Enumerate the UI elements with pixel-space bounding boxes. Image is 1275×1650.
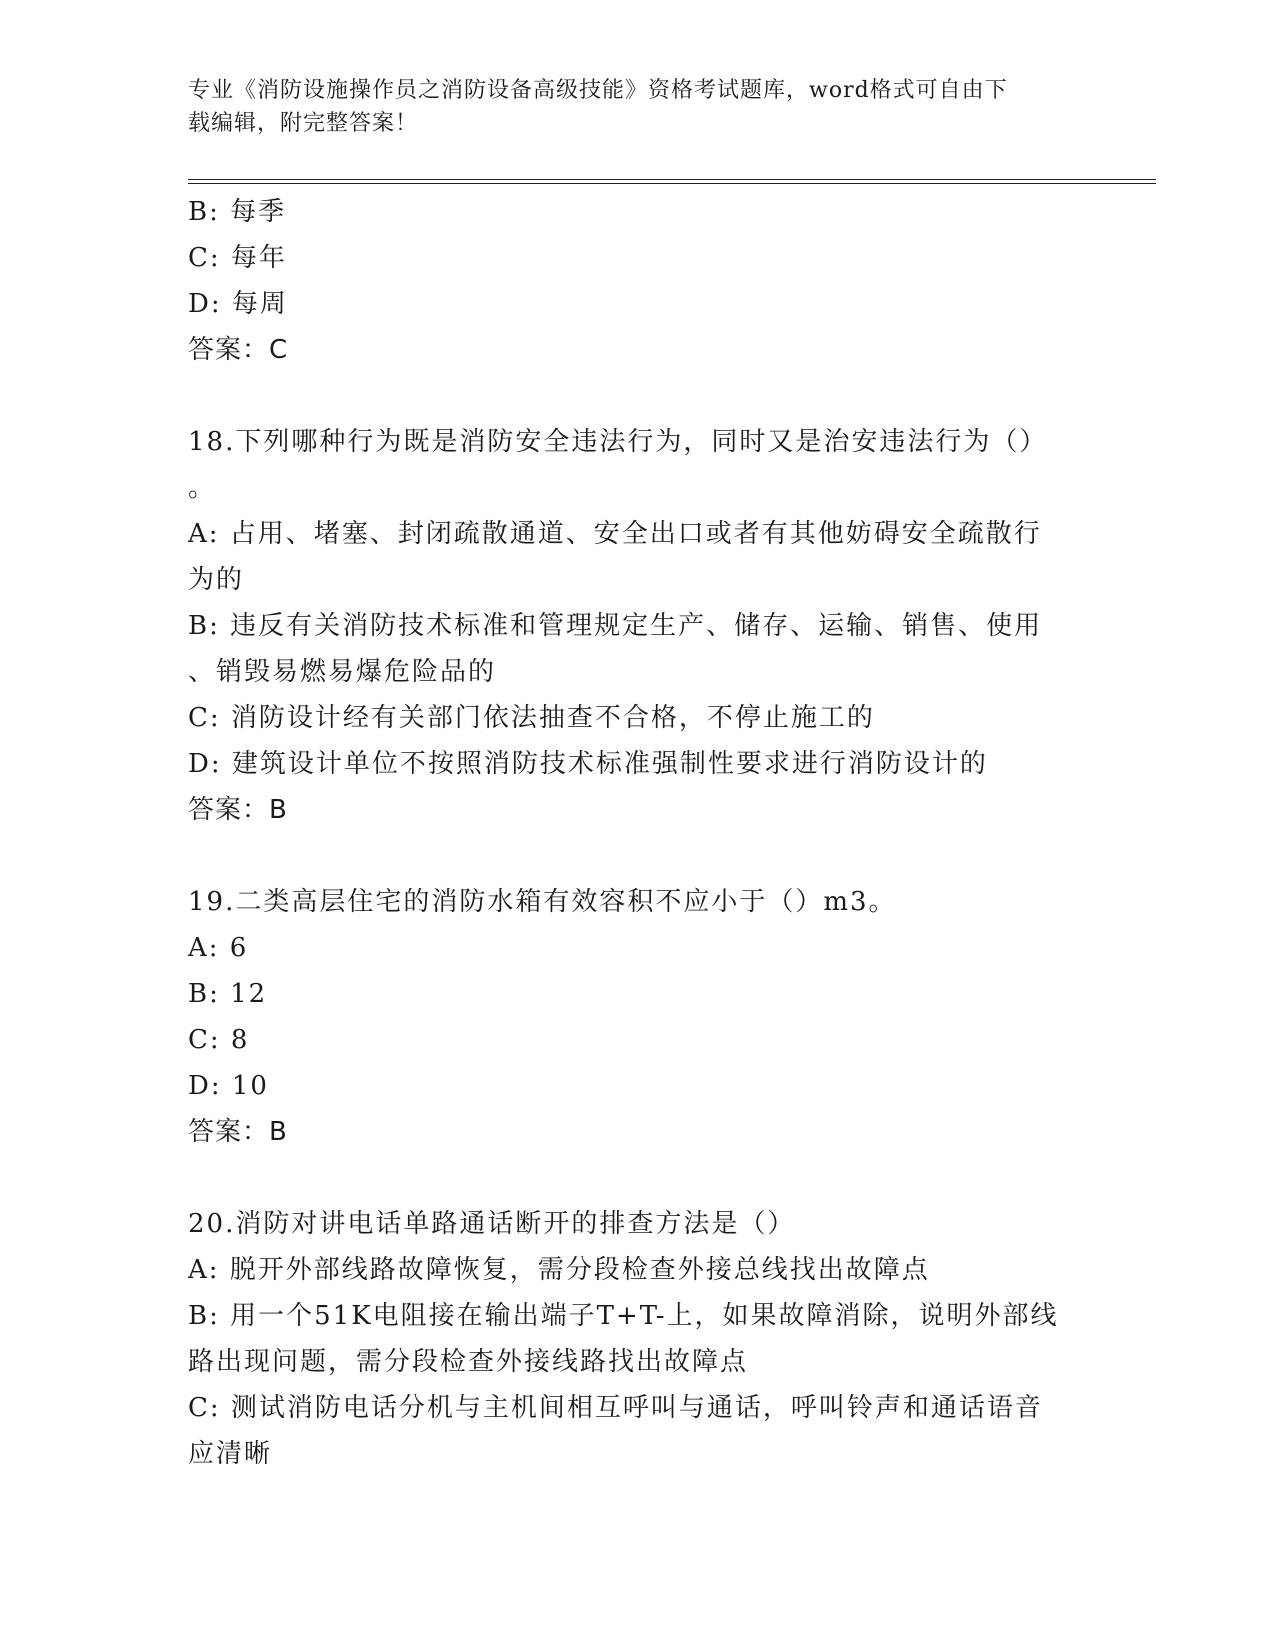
q19-option-c: C: 8 bbox=[188, 1025, 250, 1055]
spacer bbox=[188, 1155, 1088, 1201]
q19-option-a: A: 6 bbox=[188, 933, 249, 963]
header-divider-top bbox=[188, 179, 1156, 180]
q18-option-d: D: 建筑设计单位不按照消防技术标准强制性要求进行消防设计的 bbox=[188, 749, 988, 779]
question-19 bbox=[188, 879, 1088, 1155]
question-18 bbox=[188, 419, 1088, 833]
header-line-1: 专业《消防设施操作员之消防设备高级技能》资格考试题库，word格式可自由下 bbox=[188, 78, 1008, 103]
question-content bbox=[188, 189, 1088, 1477]
q17-option-c: C: 每年 bbox=[188, 243, 287, 273]
q19-option-d: D: 10 bbox=[188, 1071, 269, 1101]
q19-answer: 答案：B bbox=[188, 1117, 288, 1147]
q18-option-b: B: 违反有关消防技术标准和管理规定生产、储存、运输、销售、使用 bbox=[188, 611, 1043, 641]
question-20 bbox=[188, 1201, 1088, 1477]
q19-option-b: B: 12 bbox=[188, 979, 268, 1009]
q20-option-b: B: 用一个51K电阻接在输出端子T+T-上，如果故障消除，说明外部线 bbox=[188, 1301, 1059, 1331]
q20-option-c-continued: 应清晰 bbox=[188, 1439, 273, 1469]
spacer bbox=[188, 833, 1088, 879]
question-17 bbox=[188, 189, 1088, 373]
q20-option-c: C: 测试消防电话分机与主机间相互呼叫与通话，呼叫铃声和通话语音 bbox=[188, 1393, 1043, 1423]
q17-answer: 答案：C bbox=[188, 335, 289, 365]
q20-stem: 20.消防对讲电话单路通话断开的排查方法是（） bbox=[188, 1209, 796, 1239]
header-divider-bottom bbox=[188, 183, 1156, 184]
q20-option-b-continued: 路出现问题，需分段检查外接线路找出故障点 bbox=[188, 1347, 749, 1377]
q18-option-b-continued: 、销毁易燃易爆危险品的 bbox=[188, 657, 497, 687]
document-header bbox=[188, 74, 1068, 140]
header-line-2: 载编辑，附完整答案！ bbox=[188, 111, 419, 136]
q18-option-a-continued: 为的 bbox=[188, 565, 245, 595]
spacer bbox=[188, 373, 1088, 419]
q20-option-a: A: 脱开外部线路故障恢复，需分段检查外接总线找出故障点 bbox=[188, 1255, 930, 1285]
q18-option-c: C: 消防设计经有关部门依法抽查不合格，不停止施工的 bbox=[188, 703, 875, 733]
q18-stem-continued: 。 bbox=[188, 473, 217, 503]
q17-option-b: B: 每季 bbox=[188, 197, 287, 227]
q19-stem: 19.二类高层住宅的消防水箱有效容积不应小于（）m3。 bbox=[188, 887, 897, 917]
q18-answer: 答案：B bbox=[188, 795, 288, 825]
q17-option-d: D: 每周 bbox=[188, 289, 288, 319]
q18-stem: 18.下列哪种行为既是消防安全违法行为，同时又是治安违法行为（） bbox=[188, 427, 1048, 457]
q18-option-a: A: 占用、堵塞、封闭疏散通道、安全出口或者有其他妨碍安全疏散行 bbox=[188, 519, 1042, 549]
